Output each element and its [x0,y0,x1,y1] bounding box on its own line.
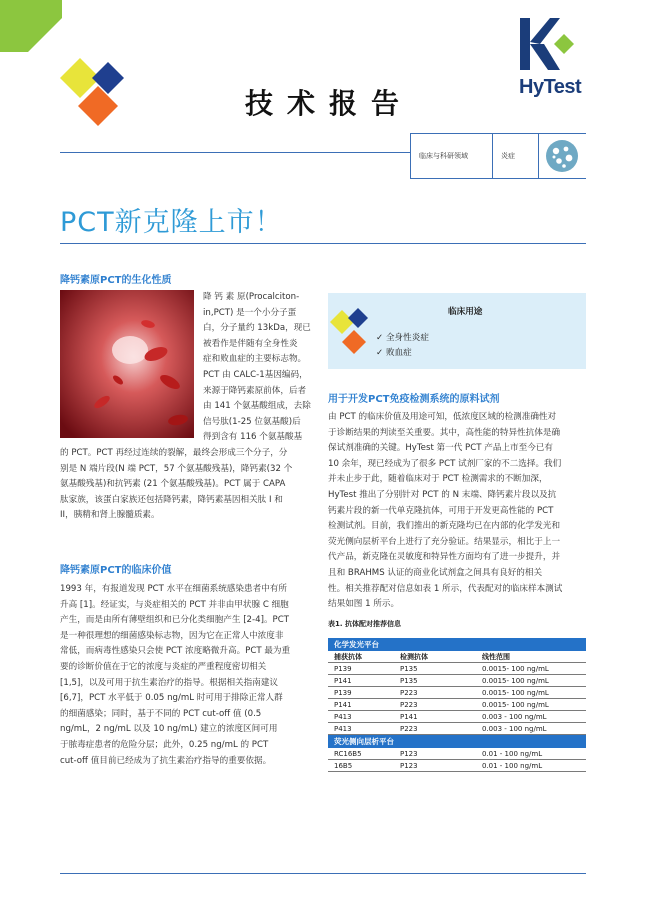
text-line: 保试剂准确的关键。HyTest 第一代 PCT 产品上市至今已有 [328,443,553,454]
lime-shape [0,0,62,52]
antibody-pair-table [328,638,586,772]
usage-item: ✓ 败血症 [376,348,412,358]
text-line: 降 钙 素 原(Procalciton- [203,292,300,302]
tag-topic: 炎症 [492,134,538,178]
usage-item: ✓ 全身性炎症 [376,333,429,343]
table-row: 16B5 P123 0.01 - 100 ng/mL [328,760,586,772]
table-row: P141 P223 0.0015- 100 ng/mL [328,699,586,711]
table-group-header: 化学发光平台 [328,638,586,651]
text-line: 常低，而病毒性感染只会使 PCT 浓度略微升高。PCT 最为重 [60,646,291,657]
check-icon: ✓ [376,333,386,343]
text-line: 是一种很理想的细菌感染标志物，因为它在正常人中浓度非 [60,630,284,641]
text-line: [6,7]，PCT 水平低于 0.05 ng/mL 时可用于排除正常人群 [60,693,283,704]
table-header-row [328,651,586,663]
text-line: 由 PCT 的临床价值及用途可知，低浓度区域的检测准确性对 [328,412,557,422]
text-line: 别是 N 端片段(N 端 PCT，57 个氨基酸残基)，降钙素(32 个 [60,463,293,474]
text-line: 检测试剂。目前，我们推出的新克隆均已在内部的化学发光和 [328,521,561,532]
table-caption: 表1. 抗体配对推荐信息 [328,620,401,628]
blood-vessel-image [60,290,194,438]
text-line: 产生，而是由所有薄壁组织和已分化类细胞产生 [2-4]。PCT [60,615,289,626]
inflammation-icon [545,139,579,173]
text-line: [1,5]，以及可用于抗生素治疗的指导。根据相关指南建议 [60,677,279,688]
text-line: 肽家族，该蛋白家族还包括降钙素，降钙素基因相关肽 I 和 [60,494,283,505]
table-row: P413 P141 0.003 - 100 ng/mL [328,711,586,723]
main-title: PCT新克隆上市！ [60,207,283,238]
text-line: 被看作是伴随有全身性炎 [203,338,298,349]
section-heading-bio: 降钙素原PCT的生化性质 [60,275,172,286]
text-line: 荧光侧向层析平台上进行了充分验证。结果显示，相比于上一 [328,536,561,547]
text-line: 代产品，新克隆在灵敏度和特异性方面均有了进一步提升，并 [328,552,561,563]
table-row: RC16B5 P123 0.01 - 100 ng/mL [328,748,586,760]
text-line: HyTest 推出了分别针对 PCT 的 N 末端、降钙素片段以及抗 [328,489,557,500]
usage-box-title: 临床用途 [448,307,483,317]
table-row: P139 P135 0.0015- 100 ng/mL [328,663,586,675]
table-row: P413 P223 0.003 - 100 ng/mL [328,723,586,735]
text-line: 氨基酸残基)和抗钙素 (21 个氨基酸残基)。PCT 属于 CAPA [60,479,286,490]
text-line: II，胰精和肾上腺髓质素。 [60,510,160,521]
section-heading-clinical: 降钙素原PCT的临床价值 [60,565,172,576]
text-line: 性。相关推荐配对信息如表 1 所示，代表配对的临床样本测试 [328,583,563,594]
text-line: 于诊断结果的判读至关重要。其中，高性能的特异性抗体是确 [328,427,561,438]
text-line: 10 余年，现已经成为了很多 PCT 试剂厂家的不二选择。我们 [328,458,562,469]
text-line: 白，分子量约 13kDa，现已 [203,323,311,334]
section-heading-kits: 用于开发PCT免疫检测系统的原料试剂 [328,394,500,405]
text-line: 且和 BRAHMS 认证的商业化试剂盒之间具有良好的相关 [328,567,543,578]
header-rule [60,152,410,153]
text-line: 的细菌感染；同时，基于不同的 PCT cut-off 值 (0.5 [60,708,262,719]
table-row: P141 P135 0.0015- 100 ng/mL [328,675,586,687]
text-line: 来源于降钙素原前体，后者 [203,385,307,396]
text-line: 的 PCT。PCT 再经过连续的裂解，最终会形成三个分子，分 [60,448,288,458]
category-tag-bar [410,133,586,179]
text-line: 要的诊断价值在于它的浓度与炎症的严重程度密切相关 [60,661,267,672]
text-line: 并未止步于此，随着临床对于 PCT 检测需求的不断加深， [328,474,548,485]
bio-text-full [60,446,316,524]
hytest-logo-text: HyTest [519,76,582,98]
topic-icon-cell [538,134,586,178]
text-line: ng/mL，2 ng/mL 以及 10 ng/mL) 建立的浓度区间可用 [60,724,278,735]
footer-rule [60,873,586,874]
column-header: 捕获抗体 [328,651,394,663]
text-line: 于脓毒症患者的危险分层；此外，0.25 ng/mL 的 PCT [60,739,269,750]
text-line: 由 141 个氨基酸组成，去除 [203,401,311,412]
corner-decoration [0,0,140,140]
kits-text [328,410,586,613]
column-header: 线性范围 [476,651,586,663]
column-header: 检测抗体 [394,651,476,663]
report-title: 技术报告 [245,87,414,120]
text-line: in,PCT) 是一个小分子蛋 [203,307,297,318]
text-line: 1993 年，有报道发现 PCT 水平在细菌系统感染患者中有所 [60,584,287,594]
text-line: 症和败血症的主要标志物。 [203,354,307,365]
text-line: PCT 由 CALC-1基因编码， [203,369,308,380]
text-line: cut-off 值目前已经成为了抗生素治疗指导的重要依据。 [60,755,272,766]
text-line: 信号肽(1-25 位氨基酸)后 [203,416,301,427]
tag-field: 临床与科研领域 [410,134,492,178]
text-line: 升高 [1]。经证实，与炎症相关的 PCT 并非由甲状腺 C 细胞 [60,599,289,610]
text-line: 钙素片段的新一代单克隆抗体，可用于开发更高性能的 PCT [328,505,554,516]
box-decoration [326,300,378,364]
clinical-text [60,582,316,769]
text-line: 结果如图 1 所示。 [328,599,400,610]
text-line: 得到含有 116 个氨基酸基 [203,432,303,443]
bio-text-wrap [203,290,316,446]
check-icon: ✓ [376,348,386,358]
table-group-header: 荧光侧向层析平台 [328,735,586,749]
title-rule [60,243,586,244]
table-row: P139 P223 0.0015- 100 ng/mL [328,687,586,699]
hytest-logo-mark [514,16,580,74]
